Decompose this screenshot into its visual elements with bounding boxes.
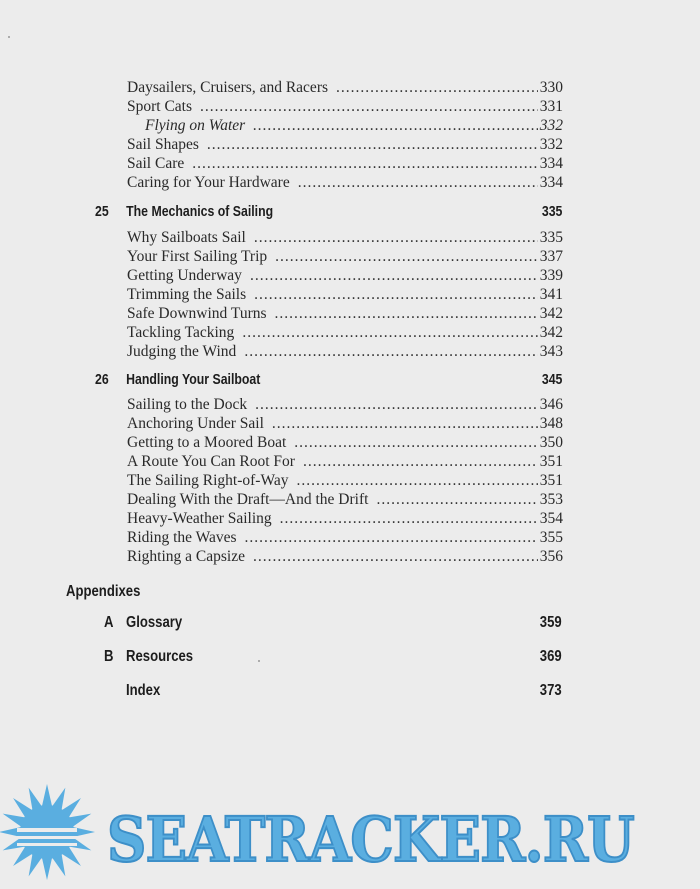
entry-page: 353 [539,491,563,508]
chapter-title: Handling Your Sailboat [126,371,261,388]
sun-icon [0,784,95,880]
toc-entry [127,547,563,566]
appendix-row [104,614,562,636]
entry-title: Daysailers, Cruisers, and Racers [127,79,329,96]
chapter-number: 26 [95,371,109,388]
chapter-page: 335 [541,203,563,220]
dot-leader [242,323,537,342]
toc-entry [127,452,563,471]
appendix-page: 359 [540,614,562,631]
scan-speck [258,660,260,662]
toc-entry [127,97,563,116]
entry-page: 341 [539,286,563,303]
entry-title: Anchoring Under Sail [127,415,264,432]
dot-leader [254,228,538,247]
entry-title: Heavy-Weather Sailing [127,510,272,527]
toc-entry [127,323,563,342]
toc-entry [127,395,563,414]
toc-entry [127,509,563,528]
toc-entry [127,154,563,173]
entry-title: Flying on Water [145,117,246,134]
dot-leader [254,285,538,304]
appendixes-heading: Appendixes [66,583,141,600]
dot-leader [303,452,538,471]
dot-leader [207,135,538,154]
entry-page: 348 [539,415,563,432]
appendix-title: Index [126,682,161,699]
toc-entry [127,285,563,304]
dot-leader [250,266,538,285]
entry-title: Your First Sailing Trip [127,248,268,265]
toc-entry [145,116,563,135]
dot-leader [244,342,537,361]
entry-title: Safe Downwind Turns [127,305,267,322]
dot-leader [253,116,538,135]
entry-title: Why Sailboats Sail [127,229,246,246]
dot-leader [245,528,538,547]
dot-leader [298,173,538,192]
toc-entry [127,304,563,323]
dot-leader [255,395,538,414]
entry-title: Judging the Wind [127,343,237,360]
toc-entry [127,528,563,547]
dot-leader [296,471,537,490]
entry-page: 334 [539,174,563,191]
entry-title: Sail Care [127,155,185,172]
toc-entry [127,135,563,154]
toc-entry [127,228,563,247]
toc-entry [127,78,563,97]
appendix-row [104,648,562,670]
entry-title: Sailing to the Dock [127,396,248,413]
entry-page: 339 [539,267,563,284]
entry-page: 355 [539,529,563,546]
chapter-title: The Mechanics of Sailing [126,203,274,220]
entry-title: Dealing With the Draft—And the Drift [127,491,369,508]
entry-page: 354 [539,510,563,527]
appendix-letter: B [104,648,114,665]
dot-leader [294,433,537,452]
entry-title: Trimming the Sails [127,286,247,303]
watermark-text: SEATRACKER.RU [107,803,634,876]
dot-leader [192,154,538,173]
entry-page: 332 [539,117,563,134]
entry-page: 350 [539,434,563,451]
dot-leader [336,78,538,97]
entry-page: 356 [539,548,563,565]
entry-page: 342 [539,324,563,341]
toc-entry [127,266,563,285]
chapter-page: 345 [541,371,563,388]
toc-entry [127,471,563,490]
dot-leader [272,414,538,433]
entry-title: Riding the Waves [127,529,237,546]
dot-leader [253,547,538,566]
appendix-row [104,682,562,704]
entry-title: The Sailing Right-of-Way [127,472,289,489]
dot-leader [275,247,538,266]
dot-leader [376,490,537,509]
entry-page: 351 [539,472,563,489]
appendix-title: Glossary [126,614,183,631]
entry-page: 346 [539,396,563,413]
appendix-page: 373 [540,682,562,699]
entry-page: 343 [539,343,563,360]
entry-title: Caring for Your Hardware [127,174,290,191]
toc-entry [127,433,563,452]
appendix-title: Resources [126,648,194,665]
toc-entry [127,247,563,266]
entry-page: 337 [539,248,563,265]
entry-page: 332 [539,136,563,153]
entry-page: 351 [539,453,563,470]
entry-title: Sail Shapes [127,136,199,153]
toc-entry [127,414,563,433]
appendix-page: 369 [540,648,562,665]
toc-entry [127,173,563,192]
entry-title: Getting to a Moored Boat [127,434,287,451]
dot-leader [200,97,538,116]
entry-title: Tackling Tacking [127,324,235,341]
entry-title: Getting Underway [127,267,242,284]
entry-title: Sport Cats [127,98,193,115]
appendix-letter: A [104,614,114,631]
toc-entry [127,342,563,361]
entry-page: 335 [539,229,563,246]
entry-page: 331 [539,98,563,115]
entry-page: 334 [539,155,563,172]
dot-leader [275,304,538,323]
chapter-number: 25 [95,203,109,220]
entry-title: A Route You Can Root For [127,453,295,470]
entry-title: Righting a Capsize [127,548,245,565]
toc-entry [127,490,563,509]
dot-leader [280,509,538,528]
entry-page: 330 [539,79,563,96]
scan-speck [8,36,10,38]
entry-page: 342 [539,305,563,322]
